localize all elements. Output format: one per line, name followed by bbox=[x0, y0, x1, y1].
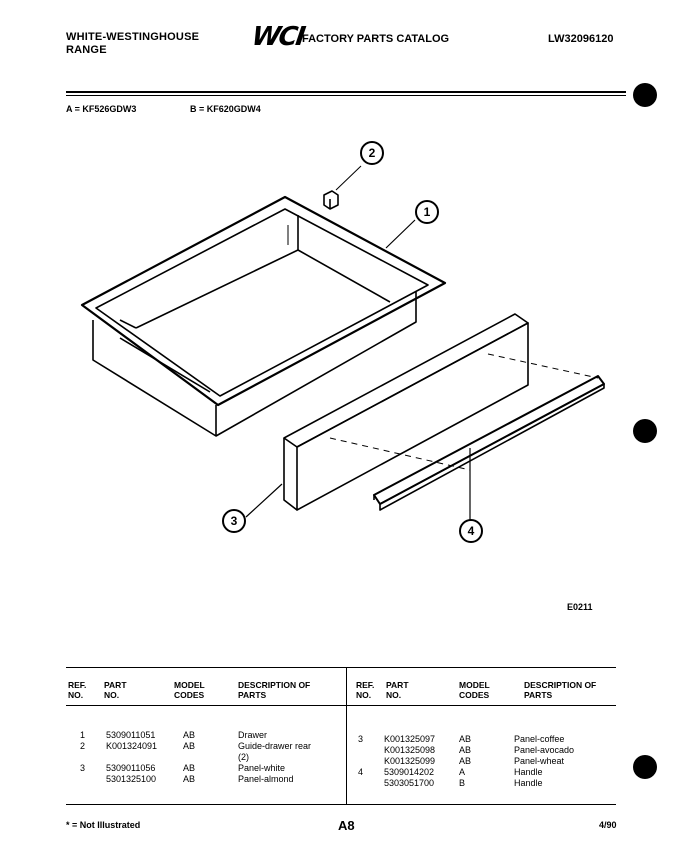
panel-illustration bbox=[284, 314, 528, 510]
part-cell: K001325098 bbox=[384, 745, 436, 755]
codes-cell: B bbox=[459, 778, 466, 788]
binder-hole-bottom bbox=[633, 755, 657, 779]
table-top-rule bbox=[66, 667, 616, 668]
callout-3: 3 bbox=[230, 514, 238, 528]
desc-cell: Panel-white bbox=[238, 763, 286, 773]
desc-cell: Panel-wheat bbox=[514, 756, 565, 766]
part-cell: K001325097 bbox=[384, 734, 436, 744]
part-cell: 5309011056 bbox=[106, 763, 156, 773]
codes-cell: AB bbox=[459, 745, 472, 755]
document-number: LW32096120 bbox=[548, 33, 614, 45]
ref-cell: 2 bbox=[80, 741, 86, 751]
right-ref-header: REF. NO. bbox=[356, 680, 375, 700]
right-part-header: PART NO. bbox=[386, 680, 409, 700]
table-header-rule bbox=[66, 705, 616, 706]
guide-clip-illustration bbox=[324, 166, 361, 209]
callout-2: 2 bbox=[368, 146, 376, 160]
codes-cell: AB bbox=[183, 774, 196, 784]
right-model-header: MODEL CODES bbox=[459, 680, 490, 700]
desc-cell: (2) bbox=[238, 752, 249, 762]
ref-cell: 3 bbox=[80, 763, 86, 773]
ref-cell: 4 bbox=[358, 767, 364, 777]
left-ref-header: REF. NO. bbox=[68, 680, 87, 700]
wci-logo: WCI bbox=[249, 22, 306, 52]
desc-cell: Panel-coffee bbox=[514, 734, 565, 744]
ref-cell: 3 bbox=[358, 734, 364, 744]
table-bottom-rule bbox=[66, 804, 616, 805]
codes-cell: AB bbox=[459, 734, 472, 744]
brand-name: WHITE-WESTINGHOUSE bbox=[66, 31, 200, 43]
desc-cell: Handle bbox=[514, 767, 543, 777]
part-cell: K001324091 bbox=[106, 741, 158, 751]
callout-4: 4 bbox=[467, 524, 475, 538]
part-cell: K001325099 bbox=[384, 756, 436, 766]
drawer-illustration bbox=[82, 197, 445, 436]
desc-cell: Guide-drawer rear bbox=[238, 741, 312, 751]
codes-cell: A bbox=[459, 767, 466, 777]
ref-cell: 1 bbox=[80, 730, 86, 740]
left-desc-header: DESCRIPTION OF PARTS bbox=[238, 680, 311, 700]
desc-cell: Panel-almond bbox=[238, 774, 294, 784]
left-part-header: PART NO. bbox=[104, 680, 127, 700]
left-model-header: MODEL CODES bbox=[174, 680, 205, 700]
codes-cell: AB bbox=[183, 741, 196, 751]
table-divider bbox=[346, 668, 347, 804]
desc-cell: Handle bbox=[514, 778, 543, 788]
codes-cell: AB bbox=[459, 756, 472, 766]
handle-illustration bbox=[374, 376, 604, 510]
desc-cell: Panel-avocado bbox=[514, 745, 575, 755]
catalog-title: FACTORY PARTS CATALOG bbox=[302, 33, 450, 45]
codes-cell: AB bbox=[183, 763, 196, 773]
model-b: B = KF620GDW4 bbox=[190, 104, 261, 114]
part-cell: 5309014202 bbox=[384, 767, 435, 777]
figure-code: E0211 bbox=[567, 602, 593, 612]
model-a: A = KF526GDW3 bbox=[66, 104, 137, 114]
not-illustrated-note: * = Not Illustrated bbox=[66, 820, 141, 830]
product-type: RANGE bbox=[66, 44, 107, 56]
page-number: A8 bbox=[338, 818, 355, 833]
part-cell: 5301325100 bbox=[106, 774, 157, 784]
catalog-date: 4/90 bbox=[599, 820, 617, 830]
part-cell: 5309011051 bbox=[106, 730, 156, 740]
part-cell: 5303051700 bbox=[384, 778, 435, 788]
desc-cell: Drawer bbox=[238, 730, 268, 740]
codes-cell: AB bbox=[183, 730, 196, 740]
right-desc-header: DESCRIPTION OF PARTS bbox=[524, 680, 597, 700]
callout-1: 1 bbox=[423, 205, 431, 219]
